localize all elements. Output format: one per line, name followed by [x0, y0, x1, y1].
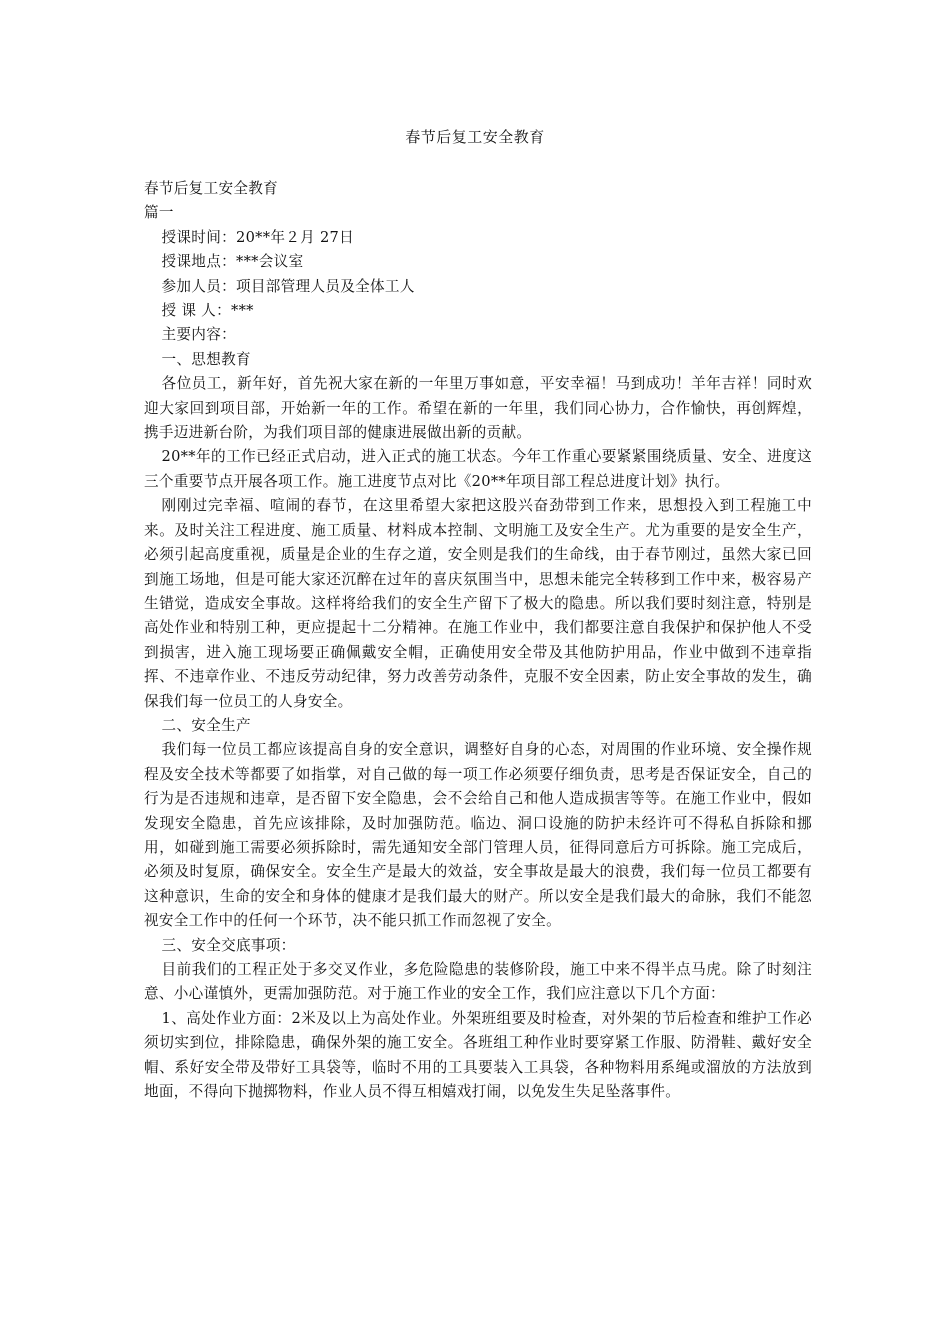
info-place: 授课地点：***会议室	[161, 253, 304, 271]
paragraph: 各位员工，新年好，首先祝大家在新的一年里万事如意，平安幸福！马到成功！羊年吉祥！同时欢迎大家回到项目部，开始新一年的工作。希望在新的一年里，我们同心协力，合作愉快，再创辉煌，携手迈进新台阶，为我们项目部的健康进展做出新的贡献。	[144, 375, 812, 442]
heading-safety-briefing: 三、安全交底事项：	[161, 936, 296, 954]
paragraph: 我们每一位员工都应该提高自身的安全意识，调整好自身的心态，对周围的作业环境、安全操作规程及安全技术等都要了如指掌，对自己做的每一项工作必须要仔细负责，思考是否保证安全，自己的行为是否违规和违章，是否留下安全隐患，会不会给自己和他人造成损害等等。在施工作业中，假如发现安全隐患，首先应该排除，及时加强防范。临边、洞口设施的防护未经许可不得私自拆除和挪用，如碰到施工需要必须拆除时，需先通知安全部门管理人员，征得同意后方可拆除。施工完成后，必须及时复原，确保安全。安全生产是最大的效益，安全事故是最大的浪费，我们每一位员工都要有这种意识，生命的安全和身体的健康才是我们最大的财产。所以安全是我们最大的命脉，我们不能忽视安全工作中的任何一个环节，决不能只抓工作而忽视了安全。	[144, 741, 812, 930]
heading-ideology: 一、思想教育	[161, 350, 251, 368]
page-title: 春节后复工安全教育	[405, 128, 545, 146]
paragraph: 刚刚过完幸福、喧闹的春节，在这里希望大家把这股兴奋劲带到工作来，思想投入到工程施工中来。及时关注工程进度、施工质量、材料成本控制、文明施工及安全生产。尤为重要的是安全生产，必须引起高度重视，质量是企业的生存之道，安全则是我们的生命线，由于春节刚过，虽然大家已回到施工场地，但是可能大家还沉醉在过年的喜庆氛围当中，思想未能完全转移到工作中来，极容易产生错觉，造成安全事故。这样将给我们的安全生产留下了极大的隐患。所以我们要时刻注意，特别是高处作业和特别工种，更应提起十二分精神。在施工作业中，我们都要注意自我保护和保护他人不受到损害，进入施工现场要正确佩戴安全帽，正确使用安全带及其他防护用品，作业中做到不违章指挥、不违章作业、不违反劳动纪律，努力改善劳动条件，克服不安全因素，防止安全事故的发生，确保我们每一位员工的人身安全。	[144, 497, 812, 710]
paragraph: 目前我们的工程正处于多交叉作业，多危险隐患的装修阶段，施工中来不得半点马虎。除了时刻注意、小心谨慎外，更需加强防范。对于施工作业的安全工作，我们应注意以下几个方面：	[144, 961, 812, 1003]
document-subtitle: 春节后复工安全教育	[144, 180, 279, 197]
heading-safety-production: 二、安全生产	[161, 716, 251, 734]
document-body	[144, 177, 812, 1104]
info-lecturer: 授 课 人：***	[161, 302, 254, 320]
info-content-label: 主要内容：	[161, 326, 236, 344]
section-label: 篇一	[144, 204, 174, 222]
paragraph: 20**年的工作已经正式启动，进入正式的施工状态。今年工作重心要紧紧围绕质量、安全、进度这三个重要节点开展各项工作。施工进度节点对比《20**年项目部工程总进度计划》执行。	[144, 448, 812, 490]
paragraph: 1、高处作业方面：2米及以上为高处作业。外架班组要及时检查，对外架的节后检查和维护工作必须切实到位，排除隐患，确保外架的施工安全。各班组工种作业时要穿紧工作服、防滑鞋、戴好安全帽、系好安全带及带好工具袋等，临时不用的工具要装入工具袋，各种物料用系绳或溜放的方法放到地面，不得向下抛掷物料，作业人员不得互相嬉戏打闹，以免发生失足坠落事件。	[144, 1009, 812, 1101]
info-attendees: 参加人员：项目部管理人员及全体工人	[161, 277, 415, 295]
info-time: 授课时间：20**年２月 27日	[161, 228, 355, 246]
